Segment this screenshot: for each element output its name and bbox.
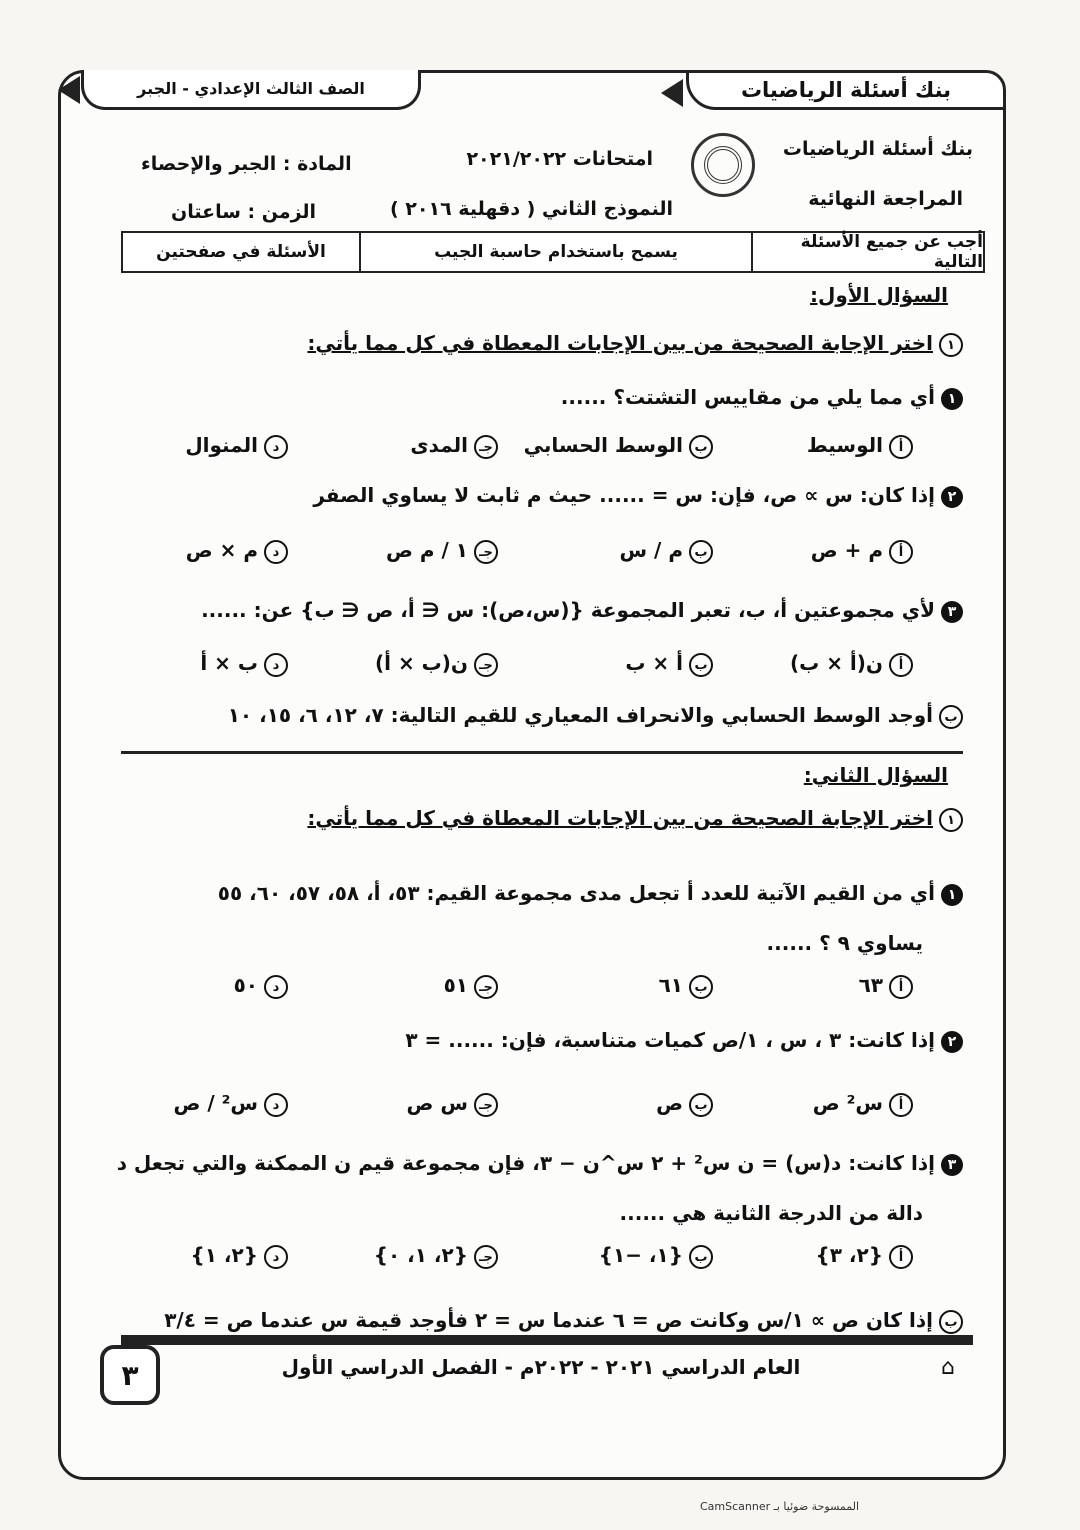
q2-1-option-b[interactable]: ب٦١: [659, 973, 713, 999]
q2-3-option-c[interactable]: جـ{٢، ١، ٠}: [374, 1243, 498, 1269]
q2-title: السؤال الثاني:: [803, 763, 948, 787]
q2-1-option-d[interactable]: د٥٠: [234, 973, 288, 999]
q1-2-option-b[interactable]: بم / س: [620, 538, 714, 564]
q1-2-option-a[interactable]: أم + ص: [811, 538, 913, 564]
q2-instr-number: ١: [939, 808, 963, 832]
q2-instruction: ١اختر الإجابة الصحيحة من بين الإجابات المعطاة في كل مما يأتي:: [307, 806, 963, 832]
q2-3-option-b[interactable]: ب{١، −١}: [599, 1243, 713, 1269]
scanner-note: الممسوحة ضوئيا بـ CamScanner: [700, 1500, 860, 1513]
time-label: الزمن : ساعتان: [171, 201, 317, 223]
q1-item-2: ٢إذا كان: س ∝ ص، فإن: س = ...... حيث م ثابت لا يساوي الصفر: [313, 483, 963, 508]
q1-title: السؤال الأول:: [810, 283, 948, 307]
q2-item-3: ٣إذا كانت: د(س) = ن س² + ٢ س^ن − ٣، فإن مجموعة قيم ن الممكنة والتي تجعل د: [117, 1151, 963, 1176]
footer-text: العام الدراسي ٢٠٢١ - ٢٠٢٢م - الفصل الدراسي الأول: [281, 1355, 801, 1379]
model-label: النموذج الثاني ( دقهلية ٢٠١٦ ): [389, 198, 673, 220]
q2-3-option-a[interactable]: أ{٢، ٣}: [816, 1243, 914, 1269]
q1-1-option-d[interactable]: دالمنوال: [185, 433, 288, 459]
q2-2-option-a[interactable]: أس² ص: [813, 1091, 913, 1117]
exams-year: امتحانات ٢٠٢١/٢٠٢٢: [466, 148, 653, 170]
page-number: ٣: [100, 1345, 160, 1405]
info-bar: [121, 231, 985, 273]
ministry-seal-icon: [691, 133, 755, 197]
q1-part-b: بأوجد الوسط الحسابي والانحراف المعياري للقيم التالية: ٧، ١٢، ٦، ١٥، ١٠: [228, 703, 963, 729]
q1-3-option-c[interactable]: جـن(ب × أ): [375, 651, 498, 677]
q1-instr-number: ١: [939, 333, 963, 357]
exam-page: [58, 70, 1006, 1480]
q1-item-1: ١أي مما يلي من مقاييس التشتت؟ ......: [561, 385, 963, 410]
q1-3-option-b[interactable]: بأ × ب: [625, 651, 713, 677]
q2-part-b: بإذا كان ص ∝ ١/س وكانت ص = ٦ عندما س = ٢ فأوجد قيمة س عندما ص = ٣/٤: [164, 1308, 963, 1334]
answer-all-note: أجب عن جميع الأسئلة التالية: [751, 233, 983, 271]
q2-item-1-cont: يساوي ٩ ؟ ......: [766, 931, 923, 955]
final-review: المراجعة النهائية: [808, 188, 963, 210]
q1-instruction: ١اختر الإجابة الصحيحة من بين الإجابات المعطاة في كل مما يأتي:: [307, 331, 963, 357]
header-tab-bank: بنك أسئلة الرياضيات: [686, 70, 1006, 110]
footer-bar: [121, 1335, 973, 1345]
q2-2-option-b[interactable]: بص: [656, 1091, 713, 1117]
section-divider: [121, 751, 963, 754]
q2-2-option-c[interactable]: جـس ص: [407, 1091, 498, 1117]
q2-2-option-d[interactable]: دس² / ص: [173, 1091, 288, 1117]
q1-item-3: ٣لأي مجموعتين أ، ب، تعبر المجموعة {(س،ص): س ∈ أ، ص ∈ ب} عن: ......: [201, 598, 963, 623]
q1-1-option-b[interactable]: بالوسط الحسابي: [524, 433, 713, 459]
q2-item-3-cont: دالة من الدرجة الثانية هي ......: [619, 1201, 923, 1225]
calculator-note: يسمح باستخدام حاسبة الجيب: [359, 233, 751, 271]
q1-1-option-c[interactable]: جـالمدى: [410, 433, 498, 459]
q1-1-option-a[interactable]: أالوسيط: [807, 433, 913, 459]
q2-1-option-a[interactable]: أ٦٣: [859, 973, 913, 999]
header-tab-grade: الصف الثالث الإعدادي - الجبر: [81, 70, 421, 110]
q1-2-option-d[interactable]: دم × ص: [186, 538, 288, 564]
q2-1-option-c[interactable]: جـ٥١: [444, 973, 498, 999]
q2-3-option-d[interactable]: د{٢، ١}: [191, 1243, 289, 1269]
home-icon: ⌂: [941, 1355, 955, 1380]
q1-2-option-c[interactable]: جـ١ / م ص: [386, 538, 498, 564]
q1-3-option-d[interactable]: دب × أ: [200, 651, 288, 677]
q1-3-option-a[interactable]: أن(أ × ب): [790, 651, 913, 677]
two-pages-note: الأسئلة في صفحتين: [156, 242, 326, 262]
subject-label: المادة : الجبر والإحصاء: [141, 153, 352, 175]
q2-item-2: ٢إذا كانت: ٣ ، س ، ١/ص كميات متناسبة، فإن: ...... = ٣: [405, 1028, 963, 1053]
q2-item-1: ١أي من القيم الآتية للعدد أ تجعل مدى مجموعة القيم: ٥٣، أ، ٥٨، ٥٧، ٦٠، ٥٥: [218, 881, 963, 906]
bank-title: بنك أسئلة الرياضيات: [782, 138, 973, 160]
